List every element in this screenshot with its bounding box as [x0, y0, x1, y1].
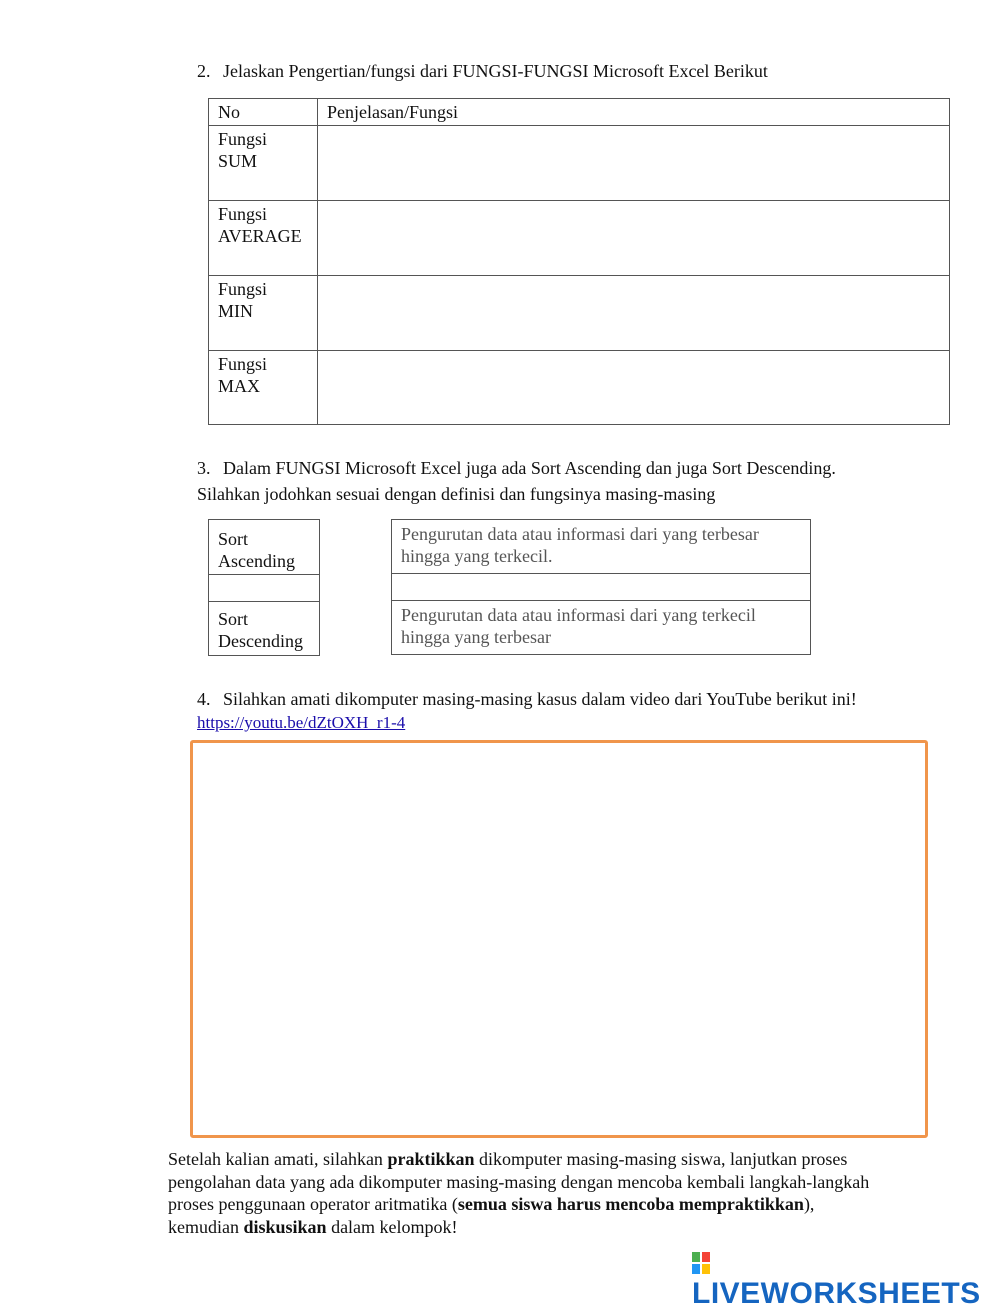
- function-label: Fungsi AVERAGE: [209, 201, 318, 276]
- closing-line-3: proses penggunaan operator aritmatika (semua siswa harus mencoba mempraktikkan),: [168, 1194, 815, 1214]
- q3-heading-line2: Silahkan jodohkan sesuai dengan definisi dan fungsinya masing-masing: [197, 484, 716, 504]
- youtube-link[interactable]: https://youtu.be/dZtOXH_r1-4: [197, 713, 406, 732]
- function-label: Fungsi MIN: [209, 276, 318, 351]
- table-row: [209, 201, 950, 276]
- emphasis-diskusikan: diskusikan: [243, 1216, 327, 1237]
- definition-descending[interactable]: Pengurutan data atau informasi dari yang terbesar hingga yang terkecil.: [392, 520, 811, 574]
- closing-line-1: Setelah kalian amati, silahkan praktikkan dikomputer masing-masing siswa, lanjutkan proses: [168, 1149, 848, 1169]
- q2-header-explanation: Penjelasan/Fungsi: [318, 99, 950, 126]
- brand-name: LIVEWORKSHEETS: [692, 1277, 981, 1310]
- answer-cell-max[interactable]: [318, 351, 950, 425]
- q2-number: 2.: [197, 61, 211, 81]
- q2-heading-text: Jelaskan Pengertian/fungsi dari FUNGSI-FUNGSI Microsoft Excel Berikut: [223, 61, 768, 81]
- table-row: [209, 276, 950, 351]
- function-label: Fungsi MAX: [209, 351, 318, 425]
- q3-left-terms: [208, 519, 320, 656]
- term-sort-ascending[interactable]: Sort Ascending: [209, 520, 320, 575]
- table-row: [209, 126, 950, 201]
- video-embed-frame[interactable]: [190, 740, 928, 1138]
- q2-table: [208, 98, 950, 425]
- spacer-cell: [392, 574, 811, 601]
- spacer-cell: [209, 575, 320, 602]
- term-sort-descending[interactable]: Sort Descending: [209, 602, 320, 656]
- emphasis-semua-siswa: semua siswa harus mencoba mempraktikkan: [457, 1194, 804, 1214]
- table-row: [209, 351, 950, 425]
- function-label: Fungsi SUM: [209, 126, 318, 201]
- answer-cell-min[interactable]: [318, 276, 950, 351]
- answer-cell-sum[interactable]: [318, 126, 950, 201]
- q4-heading-text: Silahkan amati dikomputer masing-masing kasus dalam video dari YouTube berikut ini!: [223, 689, 857, 709]
- closing-paragraph: [168, 1148, 968, 1238]
- q3-heading-line1: Dalam FUNGSI Microsoft Excel juga ada Sort Ascending dan juga Sort Descending.: [223, 458, 836, 478]
- emphasis-praktikkan: praktikkan: [387, 1149, 475, 1169]
- q3-number: 3.: [197, 458, 211, 478]
- q2-header-no: No: [209, 99, 318, 126]
- answer-cell-average[interactable]: [318, 201, 950, 276]
- q4-heading: [197, 688, 857, 710]
- q3-heading: [197, 457, 836, 479]
- liveworksheets-logo-icon: [692, 1252, 710, 1274]
- q3-right-definitions: [391, 519, 811, 655]
- q4-number: 4.: [197, 689, 211, 709]
- q2-heading: [197, 60, 768, 82]
- brand-logo: [692, 1252, 1000, 1311]
- closing-line-4: kemudian diskusikan dalam kelompok!: [168, 1216, 458, 1237]
- definition-ascending[interactable]: Pengurutan data atau informasi dari yang terkecil hingga yang terbesar: [392, 601, 811, 655]
- closing-line-2: pengolahan data yang ada dikomputer masing-masing dengan mencoba kembali langkah-langkah: [168, 1171, 870, 1192]
